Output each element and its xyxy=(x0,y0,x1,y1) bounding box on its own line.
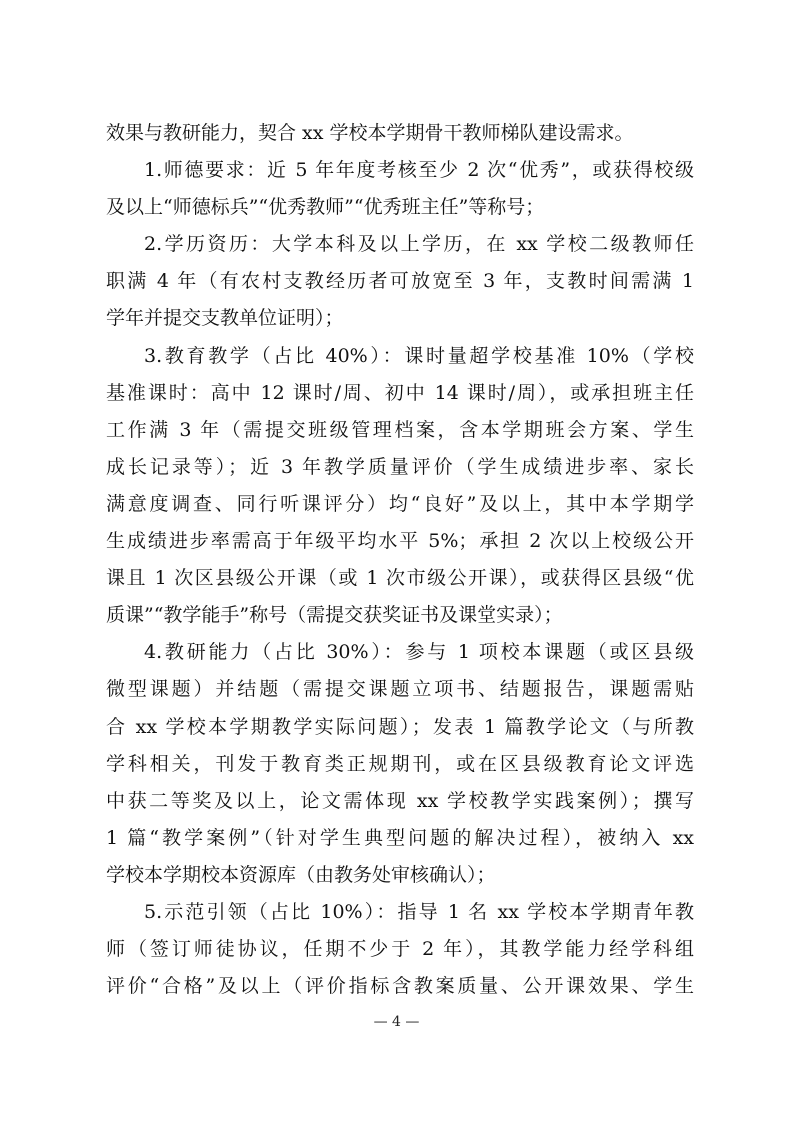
paragraph-line: 学校本学期校本资源库（由教务处审核确认）； xyxy=(106,863,496,886)
paragraph-line: 满意度调查、同行听课评分）均“良好”及以上，其中本学期学 xyxy=(106,492,694,515)
paragraph-line: 3.教育教学（占比 40%）：课时量超学校基准 10%（学校 xyxy=(144,344,694,367)
paragraph-line: 质课”“教学能手”称号（需提交获奖证书及课堂实录）； xyxy=(106,604,563,627)
paragraph-line: 基准课时：高中 12 课时/周、初中 14 课时/周），或承担班主任 xyxy=(106,381,694,404)
paragraph-line: 工作满 3 年（需提交班级管理档案，含本学期班会方案、学生 xyxy=(106,418,694,441)
paragraph-line: 课且 1 次区县级公开课（或 1 次市级公开课），或获得区县级“优 xyxy=(106,567,694,590)
paragraph-line: 2.学历资历：大学本科及以上学历，在 xx 学校二级教师任 xyxy=(144,233,694,256)
page-number: — 4 — xyxy=(373,1014,420,1030)
paragraph-line: 生成绩进步率需高于年级平均水平 5%；承担 2 次以上校级公开 xyxy=(106,530,694,553)
paragraph-line: 师（签订师徒协议，任期不少于 2 年），其教学能力经学科组 xyxy=(106,938,694,961)
body-text xyxy=(106,115,694,1005)
paragraph-line: 1 篇“教学案例”（针对学生典型问题的解决过程），被纳入 xx xyxy=(106,826,694,849)
paragraph-line: 效果与教研能力，契合 xx 学校本学期骨干教师梯队建设需求。 xyxy=(106,122,634,144)
paragraph-line: 合 xx 学校本学期教学实际问题）；发表 1 篇教学论文（与所教 xyxy=(106,715,694,738)
paragraph-line: 及以上“师德标兵”“优秀教师”“优秀班主任”等称号； xyxy=(106,196,545,219)
paragraph-line: 学科相关，刊发于教育类正规期刊，或在区县级教育论文评选 xyxy=(106,752,694,775)
paragraph-line: 成长记录等）；近 3 年教学质量评价（学生成绩进步率、家长 xyxy=(106,455,694,478)
paragraph-line: 中获二等奖及以上，论文需体现 xx 学校教学实践案例）；撰写 xyxy=(106,789,694,812)
paragraph-line: 学年并提交支教单位证明）； xyxy=(106,307,344,330)
paragraph-line: 职满 4 年（有农村支教经历者可放宽至 3 年，支教时间需满 1 xyxy=(106,270,694,293)
paragraph-line: 4.教研能力（占比 30%）：参与 1 项校本课题（或区县级 xyxy=(144,641,694,664)
paragraph-line: 微型课题）并结题（需提交课题立项书、结题报告，课题需贴 xyxy=(106,678,694,701)
paragraph-line: 评价“合格”及以上（评价指标含教案质量、公开课效果、学生 xyxy=(106,975,694,998)
paragraph-line: 5.示范引领（占比 10%）：指导 1 名 xx 学校本学期青年教 xyxy=(144,900,694,923)
paragraph-line: 1.师德要求：近 5 年年度考核至少 2 次“优秀”，或获得校级 xyxy=(144,159,694,182)
